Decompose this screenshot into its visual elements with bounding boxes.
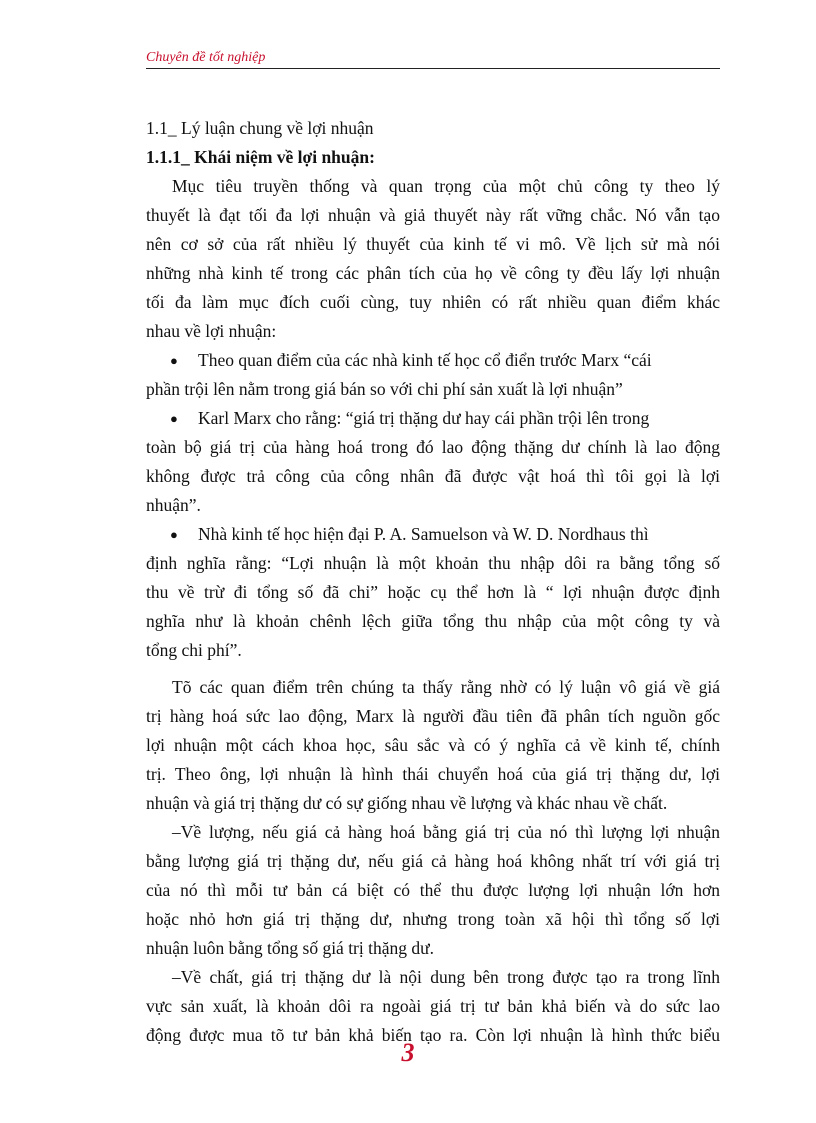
paragraph-line: tổng chi phí”. [146,640,242,660]
paragraph-line: toàn bộ giá trị của hàng hoá trong đó lao động thặng dư chính là lao động [146,437,720,457]
paragraph-spacer [146,665,720,673]
paragraph-line: nhau về lợi nhuận: [146,321,277,341]
bullet-icon: ● [170,527,178,542]
bullet-item-classical [146,346,720,404]
page-number: 3 [401,1038,415,1067]
paragraph-line: trị. Theo ông, lợi nhuận là hình thái chuyển hoá của giá trị thặng dư, lợi [146,764,720,784]
paragraph-line: phần trội lên nằm trong giá bán so với chi phí sản xuất là lợi nhuận” [146,379,623,399]
paragraph-line: Tõ các quan điểm trên chúng ta thấy rằng nhờ có lý luận vô giá về giá [172,677,720,697]
paragraph-line: nhuận”. [146,495,201,515]
running-header: Chuyên đề tốt nghiệp [146,50,266,65]
bullet-icon: ● [170,411,178,426]
paragraph-line: thu về trừ đi tổng số đã chi” hoặc cụ thể hơn là “ lợi nhuận được định [146,582,720,602]
bullet-line [146,520,720,549]
paragraph-line: của nó thì mỗi tư bản cá biệt có thể thu được lượng lợi nhuận lớn hơn [146,880,720,900]
paragraph-line: những nhà kinh tế trong các phân tích của họ về công ty đều lấy lợi nhuận [146,263,720,283]
paragraph-line: định nghĩa rằng: “Lợi nhuận là một khoản thu nhập dôi ra bằng tổng số [146,553,720,573]
paragraph-line: thuyết là đạt tối đa lợi nhuận và giả thuyết này rất vững chắc. Nó vẫn tạo [146,205,720,225]
bullet-text: Nhà kinh tế học hiện đại P. A. Samuelson và W. D. Nordhaus thì [198,524,649,544]
paragraph-line: bằng lượng giá trị thặng dư, nếu giá cả hàng hoá không nhất trí với giá trị [146,851,720,871]
bullet-item-marx [146,404,720,520]
paragraph-line: nhuận luôn bằng tổng số giá trị thặng dư. [146,938,434,958]
paragraph-quality [146,963,720,1050]
paragraph-line: –Về lượng, nếu giá cả hàng hoá bằng giá trị của nó thì lượng lợi nhuận [172,822,720,842]
paragraph-intro [146,172,720,346]
bullet-text: Karl Marx cho rằng: “giá trị thặng dư hay cái phần trội lên trong [198,408,650,428]
paragraph-marx [146,673,720,818]
subsection-heading: 1.1.1_ Khái niệm về lợi nhuận: [146,147,375,167]
bullet-line [146,404,720,433]
paragraph-line: tối đa làm mục đích cuối cùng, tuy nhiên có rất nhiều quan điểm khác [146,292,720,312]
section-heading: 1.1_ Lý luận chung về lợi nhuận [146,118,374,138]
paragraph-quantity [146,818,720,963]
paragraph-line: nhuận và giá trị thặng dư có sự giống nhau về lượng và khác nhau về chất. [146,793,668,813]
paragraph-line: nghĩa như là khoản chênh lệch giữa tổng thu nhập của một công ty và [146,611,720,631]
bullet-line [146,346,720,375]
bullet-item-samuelson [146,520,720,665]
paragraph-line: –Về chất, giá trị thặng dư là nội dung bên trong được tạo ra trong lĩnh [172,967,720,987]
header-divider [146,68,720,69]
paragraph-line: động được mua tõ tư bản khả biến tạo ra. Còn lợi nhuận là hình thức biểu [146,1025,720,1045]
paragraph-line: nên cơ sở của rất nhiều lý thuyết của kinh tế vi mô. Về lịch sử mà nói [146,234,720,254]
paragraph-line: trị hàng hoá sức lao động, Marx là người đầu tiên đã phân tích nguồn gốc [146,706,720,726]
bullet-icon: ● [170,353,178,368]
paragraph-line: vực sản xuất, là khoản dôi ra ngoài giá trị tư bản khả biến và do sức lao [146,996,720,1016]
page-body [146,114,720,1050]
bullet-text: Theo quan điểm của các nhà kinh tế học cổ điển trước Marx “cái [198,350,652,370]
paragraph-line: hoặc nhỏ hơn giá trị thặng dư, nhưng trong toàn xã hội thì tổng số lợi [146,909,720,929]
paragraph-line: không được trả công của công nhân đã được vật hoá thì tôi gọi là lợi [146,466,720,486]
paragraph-line: Mục tiêu truyền thống và quan trọng của một chủ công ty theo lý [172,176,720,196]
paragraph-line: lợi nhuận một cách khoa học, sâu sắc và có ý nghĩa cả về kinh tế, chính [146,735,720,755]
